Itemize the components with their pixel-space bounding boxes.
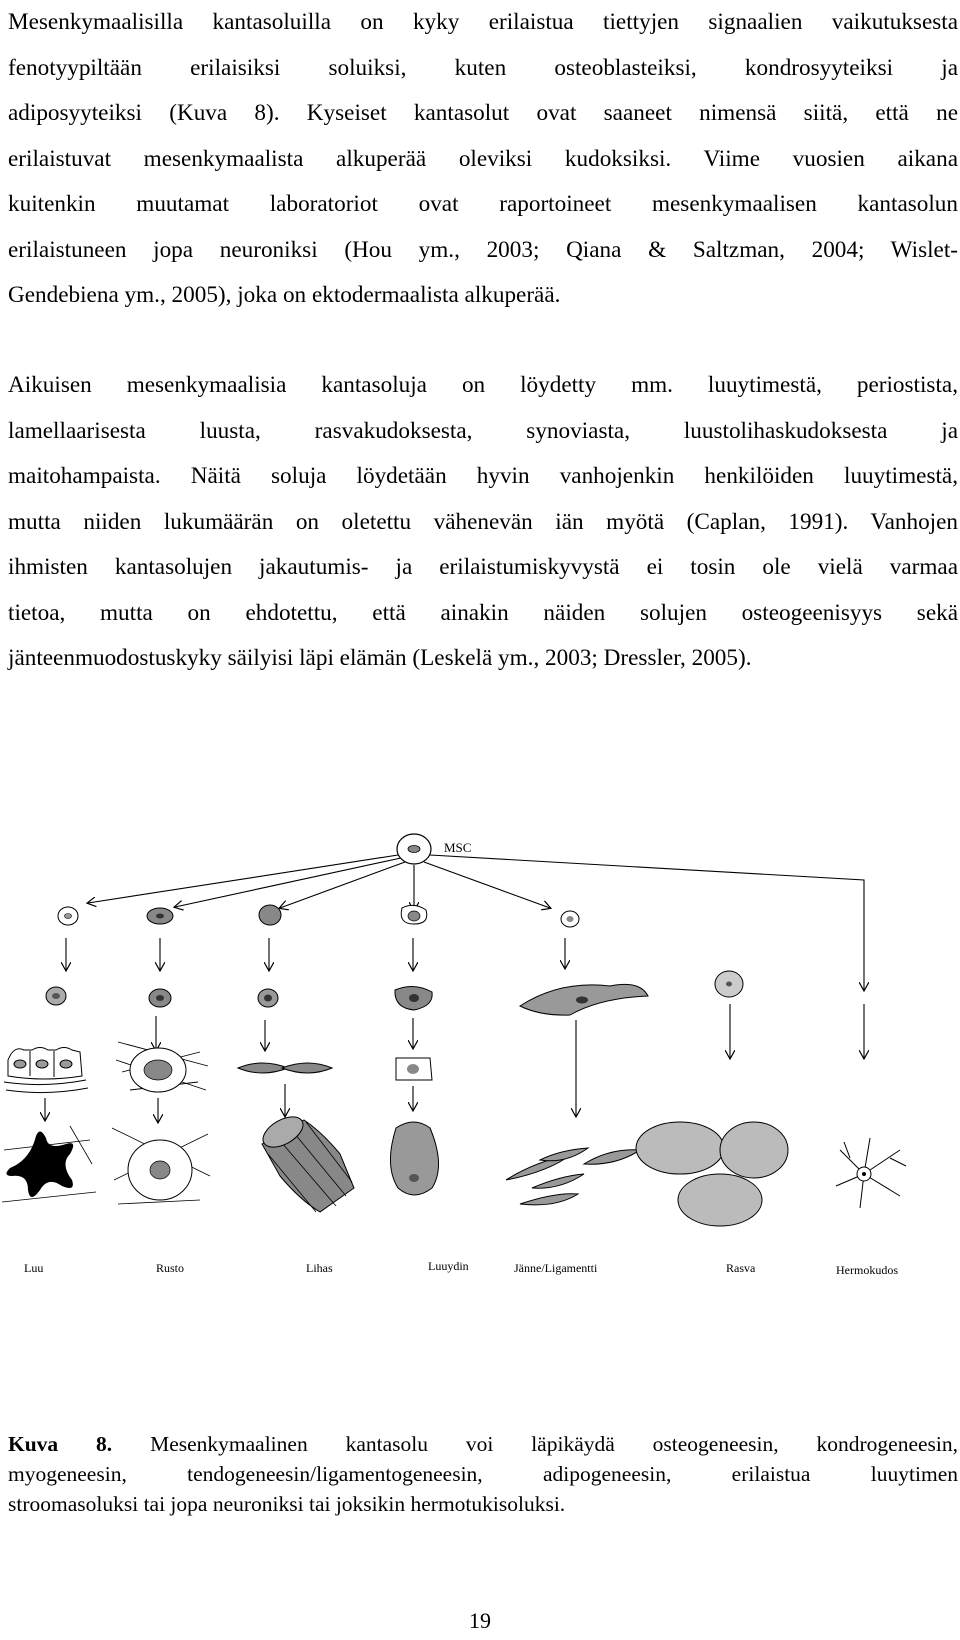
level2-arrows — [66, 938, 565, 970]
msc-differentiation-figure — [0, 820, 960, 1360]
paragraph-1 — [8, 0, 958, 319]
caption-text: Mesenkymaalinen kantasolu voi läpikäydä osteogeneesin, kondrogeneesin, — [150, 1432, 959, 1456]
caption-line — [8, 1429, 958, 1459]
text-line: kuitenkin muutamat laboratoriot ovat raportoineet mesenkymaalisen kantasolun — [8, 191, 958, 217]
text-line: Mesenkymaalisilla kantasoluilla on kyky erilaistua tiettyjen signaalien vaikutuksesta — [8, 9, 958, 35]
caption-line: stroomasoluksi tai jopa neuroniksi tai joksikin hermotukisoluksi. — [8, 1492, 566, 1516]
lineage-label-fat: Rasva — [726, 1261, 756, 1275]
bone-tissue — [2, 1126, 96, 1202]
text-line: tietoa, mutta on ehdotettu, että ainakin näiden solujen osteogeenisyys sekä — [8, 599, 958, 626]
lineage-label-cartilage: Rusto — [156, 1261, 185, 1275]
text-line: adiposyyteiksi (Kuva 8). Kyseiset kantasolut ovat saaneet nimensä siitä, että ne — [8, 100, 958, 126]
marrow-tissue — [390, 1122, 438, 1195]
msc-root-cell — [397, 834, 431, 864]
paragraph-2 — [8, 363, 958, 682]
tendon-tissue — [506, 1148, 640, 1205]
msc-label: MSC — [444, 840, 472, 855]
figure-caption — [8, 1429, 958, 1519]
text-line: erilaistuneen jopa neuroniksi (Hou ym., 2003; Qiana & Saltzman, 2004; Wislet- — [8, 236, 958, 263]
text-line: Gendebiena ym., 2005), joka on ektodermaalista alkuperää. — [8, 282, 561, 308]
level3-cells — [4, 1042, 432, 1093]
msc-diagram — [0, 820, 960, 1360]
lineage-label-marrow: Luuydin — [428, 1259, 469, 1273]
caption-line: myogeneesin, tendogeneesin/ligamentogeneesin, adipogeneesin, erilaistua luuytimen — [8, 1462, 958, 1486]
text-line: jänteenmuodostuskyky säilyisi läpi elämän (Leskelä ym., 2003; Dressler, 2005). — [8, 645, 752, 671]
text-line: maitohampaista. Näitä soluja löydetään hyvin vanhojenkin henkilöiden luuytimestä, — [8, 463, 958, 489]
text-line: ihmisten kantasolujen jakautumis- ja erilaistumiskyvystä ei tosin ole vielä varmaa — [8, 554, 958, 580]
level2-cells — [46, 971, 743, 1015]
text-line: lamellaarisesta luusta, rasvakudoksesta, synoviasta, luustolihaskudoksesta ja — [8, 417, 958, 444]
level1-cells — [58, 905, 579, 927]
page-number: 19 — [469, 1608, 491, 1633]
branch-arrows — [88, 855, 864, 990]
nerve-tissue — [836, 1138, 906, 1208]
lineage-label-nerve: Hermokudos — [836, 1263, 898, 1277]
lineage-labels — [24, 1259, 898, 1277]
text-line: mutta niiden lukumäärän on oletettu vähenevän iän myötä (Caplan, 1991). Vanhojen — [8, 508, 958, 535]
text-line: Aikuisen mesenkymaalisia kantasoluja on löydetty mm. luuytimestä, periostista, — [8, 372, 958, 398]
level3-arrows — [156, 1004, 864, 1058]
caption-label: Kuva 8. — [8, 1432, 113, 1456]
lineage-label-muscle: Lihas — [306, 1261, 333, 1275]
fat-tissue — [636, 1122, 788, 1226]
muscle-tissue — [258, 1111, 354, 1212]
lineage-label-tendon: Jänne/Ligamentti — [514, 1261, 598, 1275]
cartilage-tissue — [112, 1128, 210, 1204]
text-line: erilaistuvat mesenkymaalista alkuperää oleviksi kudoksiksi. Viime vuosien aikana — [8, 145, 958, 172]
lineage-label-bone: Luu — [24, 1261, 44, 1275]
text-line: fenotyypiltään erilaisiksi soluiksi, kuten osteoblasteiksi, kondrosyyteiksi ja — [8, 54, 958, 81]
